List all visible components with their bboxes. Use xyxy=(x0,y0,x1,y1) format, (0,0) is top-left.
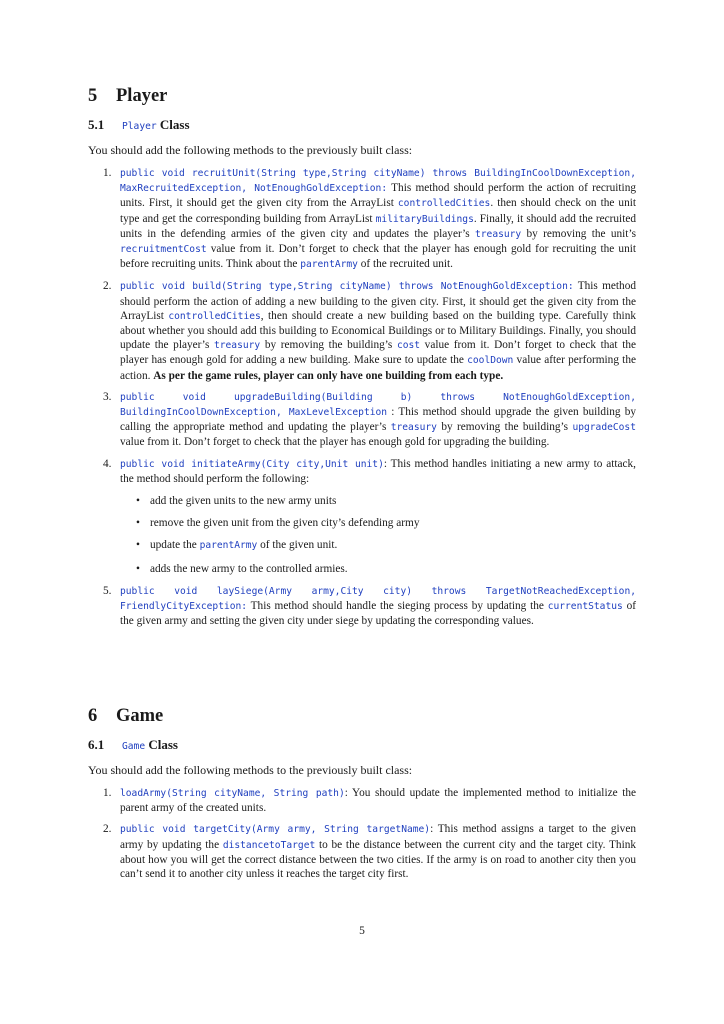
code-identifier: upgradeCost xyxy=(572,422,636,434)
code-identifier: parentArmy xyxy=(199,540,258,552)
bullet-icon: • xyxy=(136,539,140,552)
bullet-item xyxy=(120,562,636,576)
code-identifier: public void recruitUnit(String type,String cityName) throws BuildingInCoolDownException, MaxRecruitedException, NotEnoughGoldException: xyxy=(120,168,636,195)
section-title: Player xyxy=(116,86,168,106)
section-heading-game xyxy=(88,706,163,726)
code-identifier: public void upgradeBuilding(Building b) throws NotEnoughGoldException, BuildingInCoolDownException, MaxLevelException xyxy=(120,391,636,419)
subsection-code: Player xyxy=(122,121,157,132)
method-list-player xyxy=(88,166,636,635)
body-text: This method should perform the action of recruiting units. First, it should get the given city from the ArrayList xyxy=(120,182,636,210)
subsection-number: 5.1 xyxy=(88,117,105,132)
subsection-heading-player-class xyxy=(88,117,190,135)
bullet-icon: • xyxy=(136,495,140,508)
code-identifier: cost xyxy=(396,340,421,352)
body-text: of the recruited unit. xyxy=(357,258,454,271)
body-text: value from it. Don’t forget to check that the player has enough gold for recruiting the unit before recruiting units. Think about the xyxy=(120,243,636,271)
code-identifier: treasury xyxy=(475,228,522,240)
body-text: . Finally, it should add the recruited units in the defending armies of the given city and updates the player’s xyxy=(120,212,637,240)
code-identifier: public void targetCity(Army army, String targetName) xyxy=(120,824,431,836)
code-identifier: loadArmy(String cityName, String path) xyxy=(120,788,345,799)
body-text: This method should perform the action of adding a new building to the given city. First, it should get the given city from the ArrayList xyxy=(120,280,636,322)
body-text: of the given army and setting the given city under siege by updating the corresponding values. xyxy=(120,600,636,628)
item-number: 3. xyxy=(103,390,112,403)
body-text: add the given units to the new army units xyxy=(150,495,337,508)
body-text: adds the new army to the controlled armies. xyxy=(150,562,348,575)
method-item xyxy=(88,822,636,881)
body-text: to be the distance between the current city and the target city. Think about how you will get the correct distance between the two cities. If the army is on road to another city then you can’t send it to another city unless it reaches the target city first. xyxy=(120,838,636,881)
body-text: value from it. Don’t forget to check that the player has enough gold for adding a new building. Make sure to update the xyxy=(120,339,636,367)
body-text: value from it. Don’t forget to check that the player has enough gold for upgrading the building. xyxy=(120,436,550,449)
bullet-item xyxy=(120,494,636,508)
code-identifier: public void initiateArmy(City city,Unit unit) xyxy=(120,458,384,470)
method-list-game xyxy=(88,786,636,888)
subsection-number: 6.1 xyxy=(88,737,105,752)
code-identifier: coolDown xyxy=(467,355,514,367)
code-identifier: controlledCities xyxy=(397,198,491,210)
body-text: value after performing the action. xyxy=(120,354,636,382)
bullet-icon: • xyxy=(136,517,140,530)
body-text: : This method handles initiating a new army to attack, the method should perform the following: xyxy=(120,457,637,485)
code-identifier: controlledCities xyxy=(168,310,261,322)
method-item xyxy=(88,786,636,815)
method-item xyxy=(88,584,636,629)
bullet-item xyxy=(120,516,636,530)
code-identifier: treasury xyxy=(390,422,437,434)
subsection-title: Class xyxy=(148,737,178,752)
section-title: Game xyxy=(116,706,164,726)
body-text: by removing the unit’s xyxy=(521,227,636,240)
body-text: by removing the building’s xyxy=(436,421,573,434)
code-identifier: treasury xyxy=(213,340,261,352)
subsection-heading-game-class xyxy=(88,737,178,755)
bullet-icon: • xyxy=(136,562,140,575)
body-text: , then should create a new building based on the building type. Carefully think about whether you should add this building to Economical Buildings or to Military Buildings. Finally, you should update the player’s xyxy=(120,309,636,352)
body-text: : This method assigns a target to the given army by updating the xyxy=(120,823,636,851)
section-heading-player xyxy=(88,86,167,106)
code-identifier: distancetoTarget xyxy=(222,839,316,851)
body-text: . then should check on the unit type and get the corresponding building from ArrayList xyxy=(120,197,636,225)
code-identifier: public void build(String type,String cityName) throws NotEnoughGoldException: xyxy=(120,281,574,293)
body-text: : This method should upgrade the given building by calling the appropriate method and updating the player’s xyxy=(120,406,636,434)
subsection-title: Class xyxy=(159,117,190,132)
code-identifier: recruitmentCost xyxy=(120,244,207,256)
emphasis-text: As per the game rules, player can only have one building from each type. xyxy=(153,369,504,382)
item-number: 2. xyxy=(103,823,112,836)
body-text: : You should update the implemented method to initialize the parent army of the created units. xyxy=(120,787,636,815)
code-identifier: parentArmy xyxy=(300,259,358,271)
body-text: of the given unit. xyxy=(257,539,338,552)
section-intro: You should add the following methods to the previously built class: xyxy=(88,763,413,777)
bullet-list xyxy=(120,494,636,576)
body-text: remove the given unit from the given city’s defending army xyxy=(150,517,420,530)
code-identifier: militaryBuildings xyxy=(375,213,474,225)
method-item xyxy=(88,166,636,272)
item-number: 4. xyxy=(103,457,112,470)
body-text: update the xyxy=(150,539,200,552)
method-item xyxy=(88,279,636,382)
section-number: 6 xyxy=(88,706,98,726)
code-identifier: public void laySiege(Army army,City city) throws TargetNotReachedException, FriendlyCityException: xyxy=(120,585,636,613)
item-number: 5. xyxy=(103,584,112,597)
subsection-code: Game xyxy=(122,741,146,752)
method-item xyxy=(88,390,636,450)
body-text: by removing the building’s xyxy=(260,339,397,352)
item-number: 1. xyxy=(103,167,112,179)
item-number: 2. xyxy=(103,280,112,293)
method-item xyxy=(88,457,636,576)
code-identifier: currentStatus xyxy=(547,601,623,613)
section-intro: You should add the following methods to the previously built class: xyxy=(88,143,413,157)
item-number: 1. xyxy=(103,787,112,799)
page-number: 5 xyxy=(359,925,365,937)
body-text: This method should handle the sieging process by updating the xyxy=(247,600,548,613)
bullet-item xyxy=(120,538,636,553)
section-number: 5 xyxy=(88,86,98,106)
